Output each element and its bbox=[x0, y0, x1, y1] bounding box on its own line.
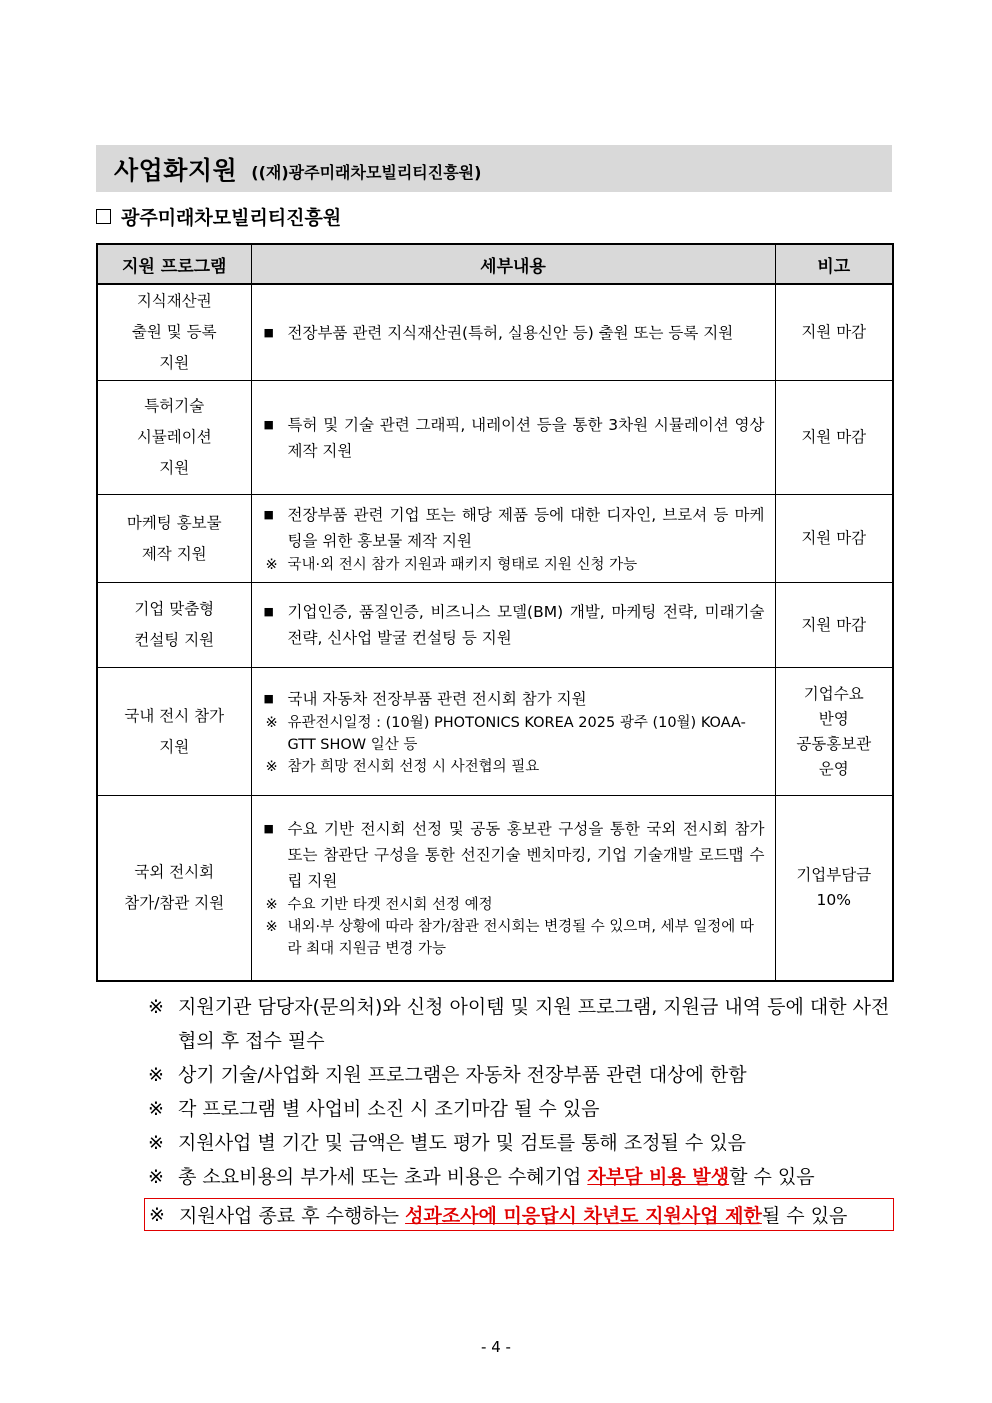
detail-cell bbox=[251, 583, 775, 668]
note-item bbox=[148, 1058, 896, 1092]
reference-item bbox=[262, 554, 765, 576]
note-item bbox=[148, 1160, 896, 1194]
program-line: 지원 bbox=[159, 354, 190, 372]
warning-text bbox=[179, 1201, 847, 1228]
square-bullet-icon: ■ bbox=[263, 821, 274, 835]
bullet-text: 전장부품 관련 기업 또는 해당 제품 등에 대한 디자인, 브로셔 등 마케팅을 위한 홍보물 제작 지원 bbox=[287, 505, 765, 550]
section-title: 사업화지원 bbox=[114, 155, 238, 185]
notes-list bbox=[148, 990, 896, 1194]
reference-mark-icon: ※ bbox=[148, 1166, 164, 1188]
note-line: 지원 마감 bbox=[801, 529, 867, 547]
program-line: 국내 전시 참가 bbox=[124, 706, 225, 725]
note-line: 기업부담금 bbox=[796, 865, 872, 884]
reference-text: 유관전시일정 : (10월) PHOTONICS KOREA 2025 광주 (10월) KOAA-GTT SHOW 일산 등 bbox=[287, 714, 746, 753]
reference-mark-icon: ※ bbox=[265, 758, 278, 775]
program-cell bbox=[97, 668, 251, 796]
note-cell bbox=[775, 284, 893, 381]
checkbox-icon bbox=[96, 209, 111, 224]
section-org: ((재)광주미래차모빌리티진흥원) bbox=[251, 162, 482, 182]
header-note: 비고 bbox=[775, 244, 893, 284]
table-row bbox=[97, 495, 893, 583]
note-line: 지원 마감 bbox=[801, 323, 867, 341]
program-cell bbox=[97, 796, 251, 981]
reference-mark-icon: ※ bbox=[265, 714, 278, 731]
reference-text: 국내·외 전시 참가 지원과 패키지 형태로 지원 신청 가능 bbox=[287, 556, 638, 573]
header-detail: 세부내용 bbox=[251, 244, 775, 284]
survey-restriction-highlight: 성과조사에 미응답시 차년도 지원사업 제한 bbox=[405, 1205, 762, 1227]
org-subheading bbox=[96, 203, 341, 230]
square-bullet-icon: ■ bbox=[263, 605, 274, 618]
note-text: 지원사업 별 기간 및 금액은 별도 평가 및 검토를 통해 조정될 수 있음 bbox=[178, 1132, 747, 1154]
table-row bbox=[97, 796, 893, 981]
note-cell bbox=[775, 583, 893, 668]
note-text: 각 프로그램 별 사업비 소진 시 조기마감 될 수 있음 bbox=[178, 1098, 600, 1120]
note-line: 10% bbox=[816, 890, 851, 909]
note-text: 상기 기술/사업화 지원 프로그램은 자동차 전장부품 관련 대상에 한함 bbox=[178, 1064, 747, 1086]
reference-mark-icon: ※ bbox=[148, 996, 164, 1018]
note-item bbox=[148, 1092, 896, 1126]
detail-cell bbox=[251, 284, 775, 381]
reference-mark-icon: ※ bbox=[148, 1132, 164, 1154]
note-text bbox=[178, 1160, 896, 1194]
bullet-item bbox=[262, 599, 765, 651]
note-line: 지원 마감 bbox=[801, 615, 867, 634]
program-line: 특허기술 bbox=[144, 397, 205, 415]
reference-item bbox=[262, 756, 765, 778]
note-line: 공동홍보관 bbox=[796, 734, 872, 753]
bullet-item bbox=[262, 816, 765, 894]
note-cell bbox=[775, 668, 893, 796]
warning-text-post: 될 수 있음 bbox=[761, 1205, 848, 1227]
detail-cell bbox=[251, 796, 775, 981]
bullet-text: 기업인증, 품질인증, 비즈니스 모델(BM) 개발, 마케팅 전략, 미래기술 전략, 신사업 발굴 컨설팅 등 지원 bbox=[287, 603, 765, 647]
self-pay-highlight: 자부담 비용 발생 bbox=[587, 1166, 730, 1188]
detail-cell bbox=[251, 495, 775, 583]
bullet-text: 전장부품 관련 지식재산권(특허, 실용신안 등) 출원 또는 등록 지원 bbox=[287, 323, 734, 342]
table-row bbox=[97, 583, 893, 668]
program-line: 출원 및 등록 bbox=[131, 323, 217, 341]
reference-item bbox=[262, 894, 765, 916]
program-line: 마케팅 홍보물 bbox=[126, 513, 222, 532]
square-bullet-icon: ■ bbox=[263, 325, 274, 339]
page-number: - 4 - bbox=[481, 1338, 511, 1356]
header-program: 지원 프로그램 bbox=[97, 244, 251, 284]
reference-mark-icon: ※ bbox=[148, 1064, 164, 1086]
table-row bbox=[97, 381, 893, 495]
note-line: 운영 bbox=[818, 759, 849, 778]
program-line: 시뮬레이션 bbox=[136, 428, 212, 446]
bullet-item bbox=[262, 320, 765, 346]
reference-mark-icon: ※ bbox=[265, 556, 278, 573]
note-cell bbox=[775, 381, 893, 495]
reference-mark-icon: ※ bbox=[265, 896, 278, 913]
program-cell bbox=[97, 284, 251, 381]
reference-text: 참가 희망 전시회 선정 시 사전협의 필요 bbox=[287, 758, 540, 775]
table-row bbox=[97, 284, 893, 381]
note-line: 기업수요 bbox=[803, 684, 864, 703]
program-line: 지식재산권 bbox=[136, 292, 212, 310]
program-line: 지원 bbox=[159, 459, 190, 477]
program-line: 지원 bbox=[159, 737, 190, 756]
reference-item bbox=[262, 916, 765, 960]
note-text-pre: 총 소요비용의 부가세 또는 초과 비용은 수혜기업 bbox=[178, 1166, 588, 1188]
square-bullet-icon: ■ bbox=[263, 507, 274, 521]
note-text: 지원기관 담당자(문의처)와 신청 아이템 및 지원 프로그램, 지원금 내역 등에 대한 사전 협의 후 접수 필수 bbox=[178, 996, 890, 1052]
section-title-bar bbox=[96, 145, 892, 192]
reference-item bbox=[262, 712, 765, 756]
table-row bbox=[97, 668, 893, 796]
bullet-text: 국내 자동차 전장부품 관련 전시회 참가 지원 bbox=[287, 689, 587, 708]
bullet-item bbox=[262, 412, 765, 464]
reference-mark-icon: ※ bbox=[265, 918, 278, 935]
detail-cell bbox=[251, 381, 775, 495]
reference-text: 내외·부 상황에 따라 참가/참관 전시회는 변경될 수 있으며, 세부 일정에 따라 최대 지원금 변경 가능 bbox=[287, 918, 754, 957]
note-item bbox=[148, 990, 896, 1058]
note-cell bbox=[775, 796, 893, 981]
program-line: 기업 맞춤형 bbox=[134, 600, 215, 618]
bullet-item bbox=[262, 686, 765, 712]
program-cell bbox=[97, 583, 251, 668]
reference-mark-icon: ※ bbox=[149, 1203, 165, 1226]
square-bullet-icon: ■ bbox=[263, 691, 274, 705]
note-line: 지원 마감 bbox=[801, 428, 867, 446]
bullet-text: 수요 기반 전시회 선정 및 공동 홍보관 구성을 통한 국외 전시회 참가 또는 참관단 구성을 통한 선진기술 벤치마킹, 기업 기술개발 로드맵 수립 지원 bbox=[287, 819, 765, 890]
reference-text: 수요 기반 타겟 전시회 선정 예정 bbox=[287, 896, 493, 913]
program-line: 제작 지원 bbox=[141, 544, 207, 563]
note-text-post: 할 수 있음 bbox=[729, 1166, 815, 1188]
program-cell bbox=[97, 495, 251, 583]
org-subheading-label: 광주미래차모빌리티진흥원 bbox=[121, 207, 342, 229]
program-cell bbox=[97, 381, 251, 495]
bullet-text: 특허 및 기술 관련 그래픽, 내레이션 등을 통한 3차원 시뮬레이션 영상 제작 지원 bbox=[287, 415, 765, 460]
warning-box bbox=[144, 1198, 894, 1231]
program-line: 국외 전시회 bbox=[134, 862, 215, 881]
note-cell bbox=[775, 495, 893, 583]
reference-mark-icon: ※ bbox=[148, 1098, 164, 1120]
program-line: 컨설팅 지원 bbox=[134, 631, 215, 649]
note-line: 반영 bbox=[818, 709, 849, 728]
square-bullet-icon: ■ bbox=[263, 417, 274, 431]
program-line: 참가/참관 지원 bbox=[124, 893, 225, 912]
note-item bbox=[148, 1126, 896, 1160]
bullet-item bbox=[262, 502, 765, 554]
table-header-row bbox=[97, 244, 893, 284]
program-table bbox=[96, 243, 894, 982]
warning-text-pre: 지원사업 종료 후 수행하는 bbox=[179, 1205, 406, 1227]
detail-cell bbox=[251, 668, 775, 796]
